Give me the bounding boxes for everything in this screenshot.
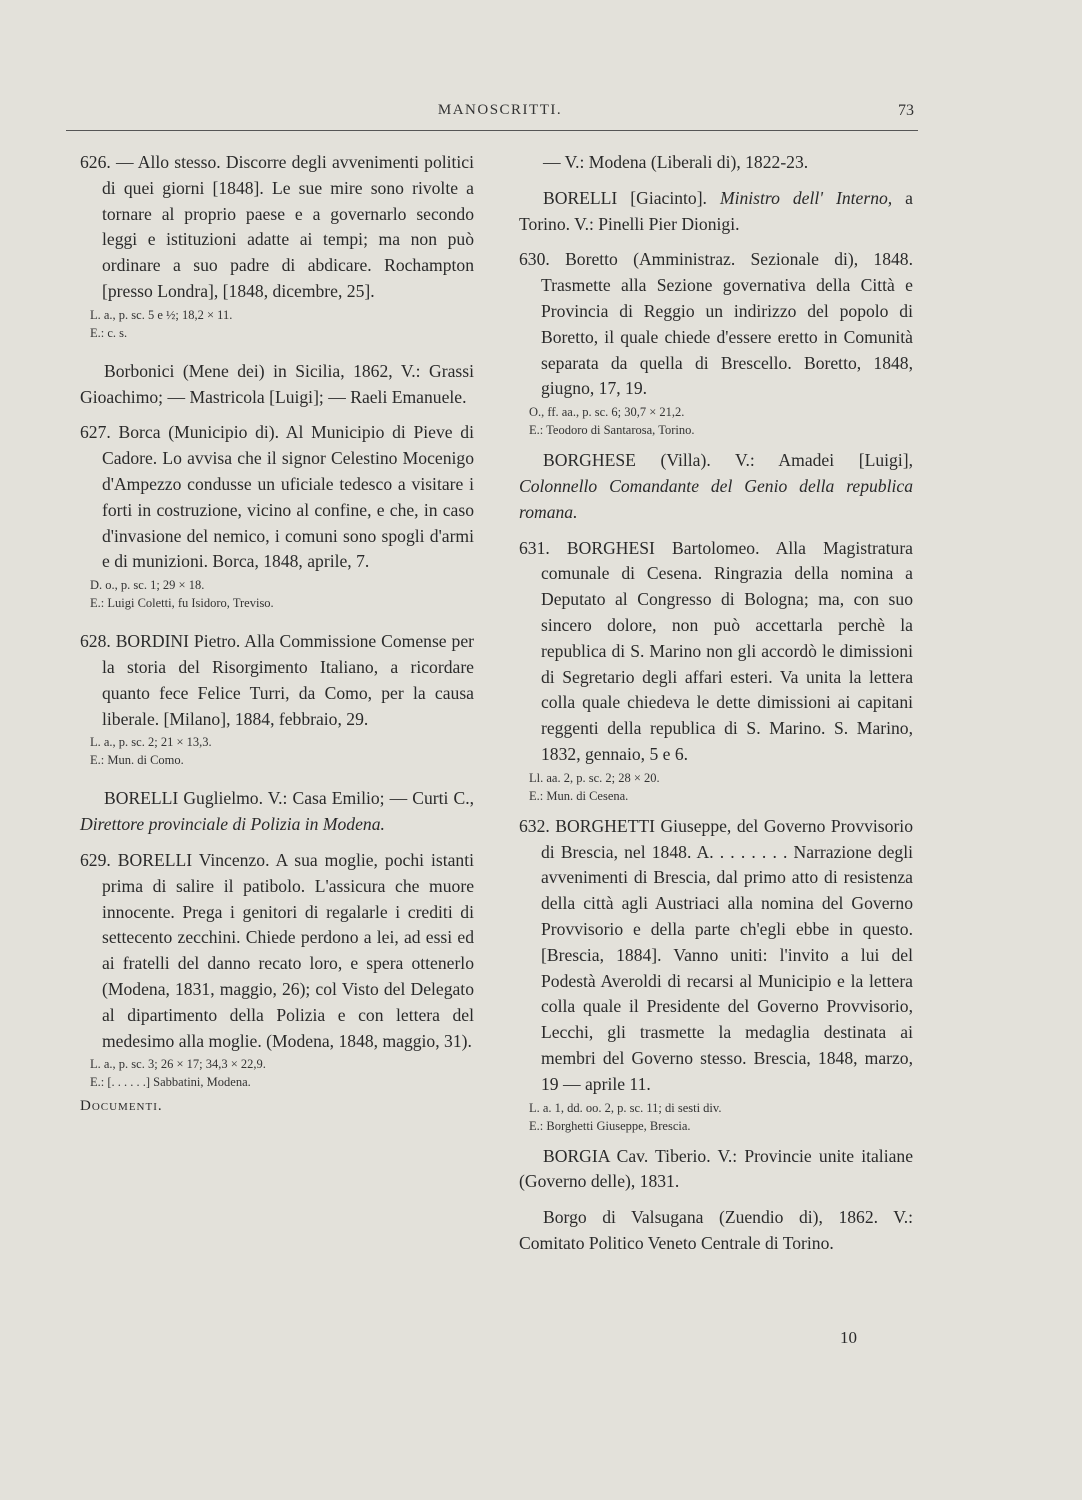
entry-meta-line: E.: c. s.: [90, 325, 128, 340]
entry-meta-line: L. a., p. sc. 5 e ½; 18,2 × 11.: [90, 307, 233, 322]
page-number: 73: [898, 102, 914, 119]
entry-627: [80, 420, 474, 611]
entry-631: [519, 536, 913, 804]
footer-signature-label: Documenti.: [80, 1098, 163, 1115]
entry-meta-line: E.: Borghetti Giuseppe, Brescia.: [529, 1118, 691, 1133]
xref-borbonici: Borbonici (Mene dei) in Sicilia, 1862, V.: Grassi Gioachimo; — Mastricola [Luigi]; — Raeli Emanuele.: [80, 360, 474, 407]
entry-meta-line: L. a., p. sc. 2; 21 × 13,3.: [90, 735, 212, 750]
signature-mark: 10: [840, 1328, 857, 1347]
entry-meta-line: L. a., p. sc. 3; 26 × 17; 34,3 × 22,9.: [90, 1057, 266, 1072]
entry-meta-line: E.: Mun. di Como.: [90, 753, 184, 768]
entry-629: [80, 848, 474, 1090]
right-column: [519, 150, 913, 1267]
entry-meta-line: E.: [. . . . . .] Sabbatini, Modena.: [90, 1075, 251, 1090]
entry-text: 631. BORGHESI Bartolomeo. Alla Magistratura comunale di Cesena. Ringrazia della nomina a Deputato al Congresso di Bologna; ma, con suo sincero dolore, non può accettarla perchè la republica di S. Marino non gli accordò le dimissioni di Segretario degli affari esteri. Va unita la lettera colla quale chiedeva le dette dimissioni ai capitani reggenti della republica di S. Marino. S. Marino, 1832, gennaio, 5 e 6.: [519, 537, 913, 764]
xref-text: BORELLI [Giacinto].: [543, 187, 720, 208]
entry-628: [80, 629, 474, 768]
header-rule: [66, 130, 918, 131]
entry-meta-line: Ll. aa. 2, p. sc. 2; 28 × 20.: [529, 770, 660, 785]
entry-632: [519, 814, 913, 1134]
xref-borgia-tiberio: BORGIA Cav. Tiberio. V.: Provincie unite italiane (Governo delle), 1831.: [519, 1145, 913, 1192]
entry-meta-line: E.: Luigi Coletti, fu Isidoro, Treviso.: [90, 596, 274, 611]
xref-text: BORGHESE (Villa). V.: Amadei [Luigi],: [543, 450, 913, 471]
left-column: [80, 150, 474, 1115]
xref-text: BORELLI Guglielmo. V.: Casa Emilio; — Curti C.,: [104, 788, 474, 809]
entry-text: 632. BORGHETTI Giuseppe, del Governo Provvisorio di Brescia, nel 1848. A. . . . . . . . Narrazione degli avvenimenti di Brescia, dal primo atto di resistenza della città agli Austriaci alla nomina del Governo Provvisorio e della parte ch'egli ebbe in questo. [Brescia, 1884]. Vanno uniti: l'invito a lui del Podestà Averoldi di recarsi al Municipio e la lettera colla quale il Presidente del Governo Provvisorio, Lecchi, gli trasmette la medaglia destinata ai membri del Governo stesso. Brescia, 1848, marzo, 19 — aprile 11.: [519, 815, 913, 1094]
entry-text: 626. — Allo stesso. Discorre degli avvenimenti politici di quei giorni [1848]. Le sue mire sono rivolte a tornare al proprio paese e a governarlo secondo leggi e istituzioni adatte ai tempi; ma non può ordinare a suo padre di abdicare. Rochampton [presso Londra], [1848, dicembre, 25].: [80, 152, 474, 301]
entry-meta-line: O., ff. aa., p. sc. 6; 30,7 × 21,2.: [529, 405, 685, 420]
xref-borghese-villa: [519, 448, 913, 525]
xref-italic-text: Ministro dell' Interno,: [719, 187, 893, 208]
entry-meta-line: L. a. 1, dd. oo. 2, p. sc. 11; di sesti div.: [529, 1100, 722, 1115]
xref-italic-text: Direttore provinciale di Polizia in Modena.: [80, 814, 385, 835]
entry-text: 629. BORELLI Vincenzo. A sua moglie, pochi istanti prima di salire il patibolo. L'assicura che muore innocente. Prega i genitori di regalarle i crediti di settecento zecchini. Chiede perdono a lei, ad essi ed ai fratelli del danno recato loro, e spera ottenerlo (Modena, 1831, maggio, 26); col Visto del Delegato al dipartimento della Polizia e con lettera del medesimo alla moglie. (Modena, 1848, maggio, 31).: [80, 849, 474, 1051]
entry-626: [80, 150, 474, 341]
entry-text: 630. Boretto (Amministraz. Sezionale di), 1848. Trasmette alla Sezione governativa della Città e Provincia di Reggio un indirizzo del popolo di Boretto, il quale chiede d'essere eretto in Comunità separata da quella di Brescello. Boretto, 1848, giugno, 17, 19.: [519, 249, 913, 399]
entry-text: 628. BORDINI Pietro. Alla Commissione Comense per la storia del Risorgimento Italiano, a ricordare quanto fece Felice Turri, da Como, per la causa liberale. [Milano], 1884, febbraio, 29.: [80, 631, 474, 729]
xref-italic-text: Colonnello Comandante del Genio della republica romana.: [519, 475, 913, 522]
entry-630: [519, 247, 913, 438]
entry-meta-line: E.: Teodoro di Santarosa, Torino.: [529, 423, 695, 438]
entry-text: 627. Borca (Municipio di). Al Municipio di Pieve di Cadore. Lo avvisa che il signor Celestino Mocenigo d'Ampezzo condusse un uficiale tedesco a visitare i forti in costruzione, vicino al confine, e che, in caso d'invasione del nemico, i comuni sono spogli d'armi e di munizioni. Borca, 1848, aprile, 7.: [80, 422, 474, 572]
running-header-title: MANOSCRITTI.: [437, 102, 563, 118]
xref-text-tail: a Torino. V.: Pinelli Pier Dionigi.: [519, 187, 913, 234]
entry-meta-line: E.: Mun. di Cesena.: [529, 788, 629, 803]
xref-borelli-guglielmo: [80, 786, 474, 838]
xref-borgo-valsugana: Borgo di Valsugana (Zuendio di), 1862. V.: Comitato Politico Veneto Centrale di Torino.: [519, 1207, 913, 1253]
entry-meta-line: D. o., p. sc. 1; 29 × 18.: [90, 578, 205, 593]
xref-borelli-giacinto: [519, 186, 913, 238]
xref-modena-liberali: — V.: Modena (Liberali di), 1822-23.: [543, 152, 809, 172]
